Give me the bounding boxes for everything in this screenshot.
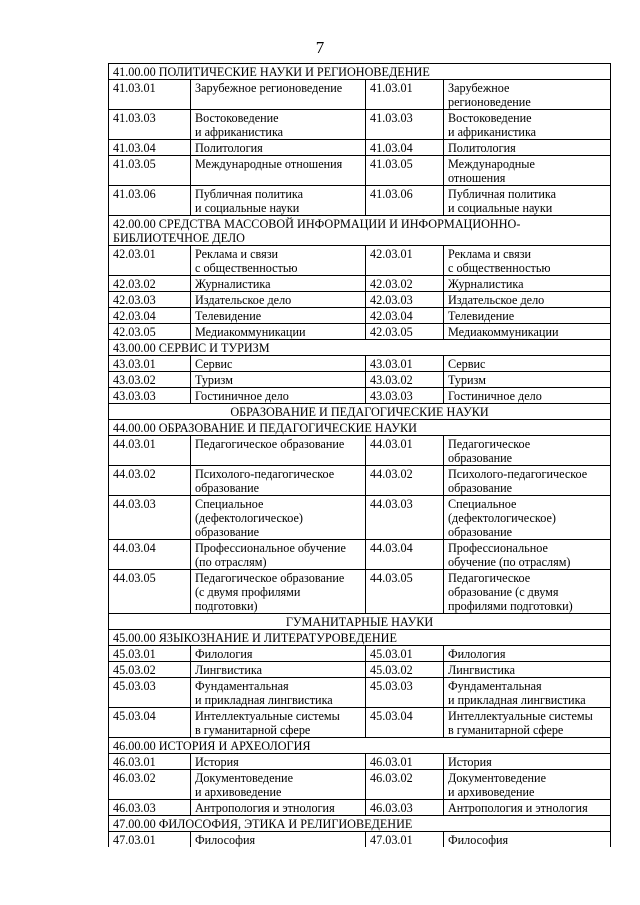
group-title: 44.00.00 ОБРАЗОВАНИЕ И ПЕДАГОГИЧЕСКИЕ НАУКИ [109, 420, 611, 436]
cell-line: Политология [195, 141, 263, 155]
section-header-row [109, 614, 611, 630]
table-row [109, 186, 611, 216]
name-cell-right [444, 156, 611, 186]
cell-line: Философия [448, 833, 509, 847]
cell-line: (по отраслям) [195, 555, 267, 569]
code-cell-right: 44.03.05 [366, 570, 444, 614]
name-cell-right [444, 324, 611, 340]
code-cell-left: 44.03.03 [109, 496, 191, 540]
section-title: ОБРАЗОВАНИЕ И ПЕДАГОГИЧЕСКИЕ НАУКИ [109, 404, 611, 420]
name-cell-left [191, 356, 366, 372]
cell-line: История [448, 755, 492, 769]
cell-line: Документоведение [195, 771, 293, 785]
name-cell-left [191, 324, 366, 340]
table-row [109, 140, 611, 156]
cell-line: Гостиничное дело [448, 389, 542, 403]
name-cell-right [444, 372, 611, 388]
code-cell-right: 45.03.02 [366, 662, 444, 678]
cell-line: Педагогическое образование [195, 437, 345, 451]
cell-line: Публичная политика [448, 187, 557, 201]
cell-line: Филология [448, 647, 506, 661]
code-cell-left: 42.03.04 [109, 308, 191, 324]
cell-line: Публичная политика [195, 187, 304, 201]
code-cell-right: 44.03.03 [366, 496, 444, 540]
name-cell-right [444, 246, 611, 276]
name-cell-right [444, 308, 611, 324]
cell-line: Востоковедение [448, 111, 532, 125]
cell-line: подготовки) [195, 599, 258, 613]
name-cell-left [191, 186, 366, 216]
cell-line: Международные отношения [195, 157, 343, 171]
name-cell-right [444, 678, 611, 708]
name-cell-right [444, 110, 611, 140]
cell-line: Туризм [448, 373, 486, 387]
cell-line: Лингвистика [448, 663, 515, 677]
page-number: 7 [315, 38, 325, 57]
cell-line: и социальные науки [448, 201, 553, 215]
cell-line: и социальные науки [195, 201, 300, 215]
code-cell-left: 43.03.01 [109, 356, 191, 372]
name-cell-left [191, 246, 366, 276]
name-cell-left [191, 570, 366, 614]
code-cell-left: 44.03.04 [109, 540, 191, 570]
name-cell-left [191, 156, 366, 186]
code-cell-left: 44.03.02 [109, 466, 191, 496]
cell-line: Журналистика [195, 277, 271, 291]
name-cell-right [444, 770, 611, 800]
code-cell-left: 43.03.02 [109, 372, 191, 388]
code-cell-right: 42.03.04 [366, 308, 444, 324]
name-cell-left [191, 540, 366, 570]
name-cell-right [444, 832, 611, 848]
cell-line: Лингвистика [195, 663, 262, 677]
cell-line: Сервис [195, 357, 233, 371]
code-cell-right: 45.03.01 [366, 646, 444, 662]
name-cell-left [191, 372, 366, 388]
cell-line: образование [448, 481, 513, 495]
cell-line: Фундаментальная [448, 679, 542, 693]
table-row [109, 540, 611, 570]
cell-line: с общественностью [195, 261, 298, 275]
table-row [109, 662, 611, 678]
table-row [109, 466, 611, 496]
table-row [109, 800, 611, 816]
cell-line: Зарубежное регионоведение [195, 81, 343, 95]
cell-line: (дефектологическое) [448, 511, 556, 525]
name-cell-right [444, 466, 611, 496]
code-cell-right: 41.03.06 [366, 186, 444, 216]
name-cell-left [191, 308, 366, 324]
cell-line: Специальное [448, 497, 517, 511]
name-cell-right [444, 436, 611, 466]
code-cell-right: 44.03.01 [366, 436, 444, 466]
name-cell-right [444, 388, 611, 404]
code-cell-right: 45.03.04 [366, 708, 444, 738]
cell-line: Педагогическое образование [195, 571, 345, 585]
cell-line: Антропология и этнология [448, 801, 588, 815]
table-row [109, 678, 611, 708]
code-cell-right: 43.03.02 [366, 372, 444, 388]
name-cell-left [191, 708, 366, 738]
table-row [109, 832, 611, 848]
table-row [109, 80, 611, 110]
cell-line: (дефектологическое) [195, 511, 303, 525]
group-title: 46.00.00 ИСТОРИЯ И АРХЕОЛОГИЯ [109, 738, 611, 754]
name-cell-left [191, 436, 366, 466]
name-cell-right [444, 540, 611, 570]
code-cell-left: 47.03.01 [109, 832, 191, 848]
table-row [109, 246, 611, 276]
table-row [109, 372, 611, 388]
code-cell-right: 41.03.01 [366, 80, 444, 110]
cell-line: Педагогическое [448, 437, 531, 451]
code-cell-right: 43.03.03 [366, 388, 444, 404]
name-cell-left [191, 140, 366, 156]
name-cell-left [191, 110, 366, 140]
code-cell-left: 41.03.01 [109, 80, 191, 110]
code-cell-right: 44.03.04 [366, 540, 444, 570]
name-cell-right [444, 276, 611, 292]
group-header-row [109, 340, 611, 356]
cell-line: Зарубежное [448, 81, 510, 95]
cell-line: в гуманитарной сфере [195, 723, 311, 737]
cell-line: Профессиональное [448, 541, 548, 555]
group-header-row [109, 738, 611, 754]
cell-line: и архивоведение [195, 785, 282, 799]
cell-line: Интеллектуальные системы [195, 709, 340, 723]
cell-line: Медиакоммуникации [195, 325, 306, 339]
cell-line: (с двумя профилями [195, 585, 301, 599]
table-row [109, 436, 611, 466]
code-cell-left: 42.03.01 [109, 246, 191, 276]
name-cell-right [444, 662, 611, 678]
cell-line: Гостиничное дело [195, 389, 289, 403]
code-cell-right: 47.03.01 [366, 832, 444, 848]
table-row [109, 708, 611, 738]
cell-line: Телевидение [448, 309, 515, 323]
code-cell-left: 46.03.03 [109, 800, 191, 816]
specialties-table [108, 63, 611, 847]
group-header-row [109, 630, 611, 646]
name-cell-left [191, 646, 366, 662]
table-row [109, 292, 611, 308]
name-cell-right [444, 292, 611, 308]
table-row [109, 496, 611, 540]
cell-line: Филология [195, 647, 253, 661]
code-cell-left: 46.03.02 [109, 770, 191, 800]
name-cell-right [444, 356, 611, 372]
cell-line: Международные [448, 157, 535, 171]
name-cell-left [191, 466, 366, 496]
cell-line: Туризм [195, 373, 233, 387]
cell-line: регионоведение [448, 95, 531, 109]
code-cell-right: 42.03.05 [366, 324, 444, 340]
group-header-row [109, 816, 611, 832]
name-cell-left [191, 388, 366, 404]
cell-line: и африканистика [195, 125, 284, 139]
cell-line: Политология [448, 141, 516, 155]
code-cell-right: 45.03.03 [366, 678, 444, 708]
code-cell-right: 46.03.01 [366, 754, 444, 770]
code-cell-right: 46.03.03 [366, 800, 444, 816]
cell-line: Профессиональное обучение [195, 541, 346, 555]
cell-line: Философия [195, 833, 256, 847]
table-row [109, 324, 611, 340]
code-cell-left: 42.03.03 [109, 292, 191, 308]
name-cell-right [444, 708, 611, 738]
name-cell-left [191, 770, 366, 800]
cell-line: Интеллектуальные системы [448, 709, 593, 723]
name-cell-left [191, 832, 366, 848]
code-cell-right: 42.03.02 [366, 276, 444, 292]
cell-line: образование [448, 525, 513, 539]
cell-line: История [195, 755, 239, 769]
name-cell-left [191, 754, 366, 770]
group-title [109, 216, 611, 246]
name-cell-right [444, 754, 611, 770]
header-line: БИБЛИОТЕЧНОЕ ДЕЛО [113, 231, 245, 245]
section-title: ГУМАНИТАРНЫЕ НАУКИ [109, 614, 611, 630]
table-row [109, 156, 611, 186]
cell-line: Издательское дело [195, 293, 292, 307]
code-cell-right: 43.03.01 [366, 356, 444, 372]
cell-line: образование [195, 525, 260, 539]
group-title: 41.00.00 ПОЛИТИЧЕСКИЕ НАУКИ И РЕГИОНОВЕДЕНИЕ [109, 64, 611, 80]
name-cell-left [191, 80, 366, 110]
cell-line: образование [448, 451, 513, 465]
section-header-row [109, 404, 611, 420]
code-cell-right: 41.03.04 [366, 140, 444, 156]
cell-line: профилями подготовки) [448, 599, 573, 613]
name-cell-right [444, 80, 611, 110]
code-cell-left: 41.03.05 [109, 156, 191, 186]
group-title: 43.00.00 СЕРВИС И ТУРИЗМ [109, 340, 611, 356]
cell-line: Издательское дело [448, 293, 545, 307]
group-header-row [109, 420, 611, 436]
cell-line: с общественностью [448, 261, 551, 275]
cell-line: Специальное [195, 497, 264, 511]
table-row [109, 276, 611, 292]
cell-line: обучение (по отраслям) [448, 555, 571, 569]
cell-line: Медиакоммуникации [448, 325, 559, 339]
table-row [109, 308, 611, 324]
table-row [109, 110, 611, 140]
header-line: 42.00.00 СРЕДСТВА МАССОВОЙ ИНФОРМАЦИИ И ИНФОРМАЦИОННО- [113, 217, 521, 231]
name-cell-left [191, 800, 366, 816]
table-row [109, 646, 611, 662]
group-title: 45.00.00 ЯЗЫКОЗНАНИЕ И ЛИТЕРАТУРОВЕДЕНИЕ [109, 630, 611, 646]
group-header-row [109, 216, 611, 246]
cell-line: образование [195, 481, 260, 495]
name-cell-right [444, 646, 611, 662]
code-cell-left: 41.03.04 [109, 140, 191, 156]
cell-line: отношения [448, 171, 506, 185]
name-cell-left [191, 662, 366, 678]
table-body [109, 64, 611, 848]
name-cell-right [444, 496, 611, 540]
code-cell-left: 45.03.01 [109, 646, 191, 662]
name-cell-left [191, 276, 366, 292]
name-cell-right [444, 800, 611, 816]
cell-line: и прикладная лингвистика [448, 693, 586, 707]
name-cell-right [444, 140, 611, 156]
cell-line: в гуманитарной сфере [448, 723, 564, 737]
group-title: 47.00.00 ФИЛОСОФИЯ, ЭТИКА И РЕЛИГИОВЕДЕНИЕ [109, 816, 611, 832]
name-cell-left [191, 678, 366, 708]
code-cell-left: 44.03.01 [109, 436, 191, 466]
table-row [109, 754, 611, 770]
code-cell-left: 46.03.01 [109, 754, 191, 770]
cell-line: и африканистика [448, 125, 537, 139]
name-cell-right [444, 570, 611, 614]
cell-line: Телевидение [195, 309, 262, 323]
code-cell-right: 44.03.02 [366, 466, 444, 496]
code-cell-left: 45.03.02 [109, 662, 191, 678]
group-header-row [109, 64, 611, 80]
cell-line: Антропология и этнология [195, 801, 335, 815]
code-cell-right: 42.03.01 [366, 246, 444, 276]
name-cell-left [191, 496, 366, 540]
cell-line: Психолого-педагогическое [195, 467, 335, 481]
cell-line: Востоковедение [195, 111, 279, 125]
cell-line: образование (с двумя [448, 585, 559, 599]
cell-line: Психолого-педагогическое [448, 467, 588, 481]
cell-line: Фундаментальная [195, 679, 289, 693]
cell-line: Реклама и связи [195, 247, 279, 261]
cell-line: Реклама и связи [448, 247, 532, 261]
cell-line: Журналистика [448, 277, 524, 291]
table-row [109, 770, 611, 800]
code-cell-left: 41.03.03 [109, 110, 191, 140]
name-cell-right [444, 186, 611, 216]
code-cell-left: 41.03.06 [109, 186, 191, 216]
cell-line: Документоведение [448, 771, 546, 785]
code-cell-left: 45.03.03 [109, 678, 191, 708]
code-cell-left: 45.03.04 [109, 708, 191, 738]
name-cell-left [191, 292, 366, 308]
code-cell-left: 43.03.03 [109, 388, 191, 404]
code-cell-left: 44.03.05 [109, 570, 191, 614]
cell-line: и архивоведение [448, 785, 535, 799]
cell-line: и прикладная лингвистика [195, 693, 333, 707]
code-cell-right: 41.03.03 [366, 110, 444, 140]
code-cell-right: 42.03.03 [366, 292, 444, 308]
code-cell-left: 42.03.05 [109, 324, 191, 340]
code-cell-right: 41.03.05 [366, 156, 444, 186]
code-cell-right: 46.03.02 [366, 770, 444, 800]
table-row [109, 356, 611, 372]
table-row [109, 570, 611, 614]
cell-line: Педагогическое [448, 571, 531, 585]
cell-line: Сервис [448, 357, 486, 371]
code-cell-left: 42.03.02 [109, 276, 191, 292]
table-row [109, 388, 611, 404]
